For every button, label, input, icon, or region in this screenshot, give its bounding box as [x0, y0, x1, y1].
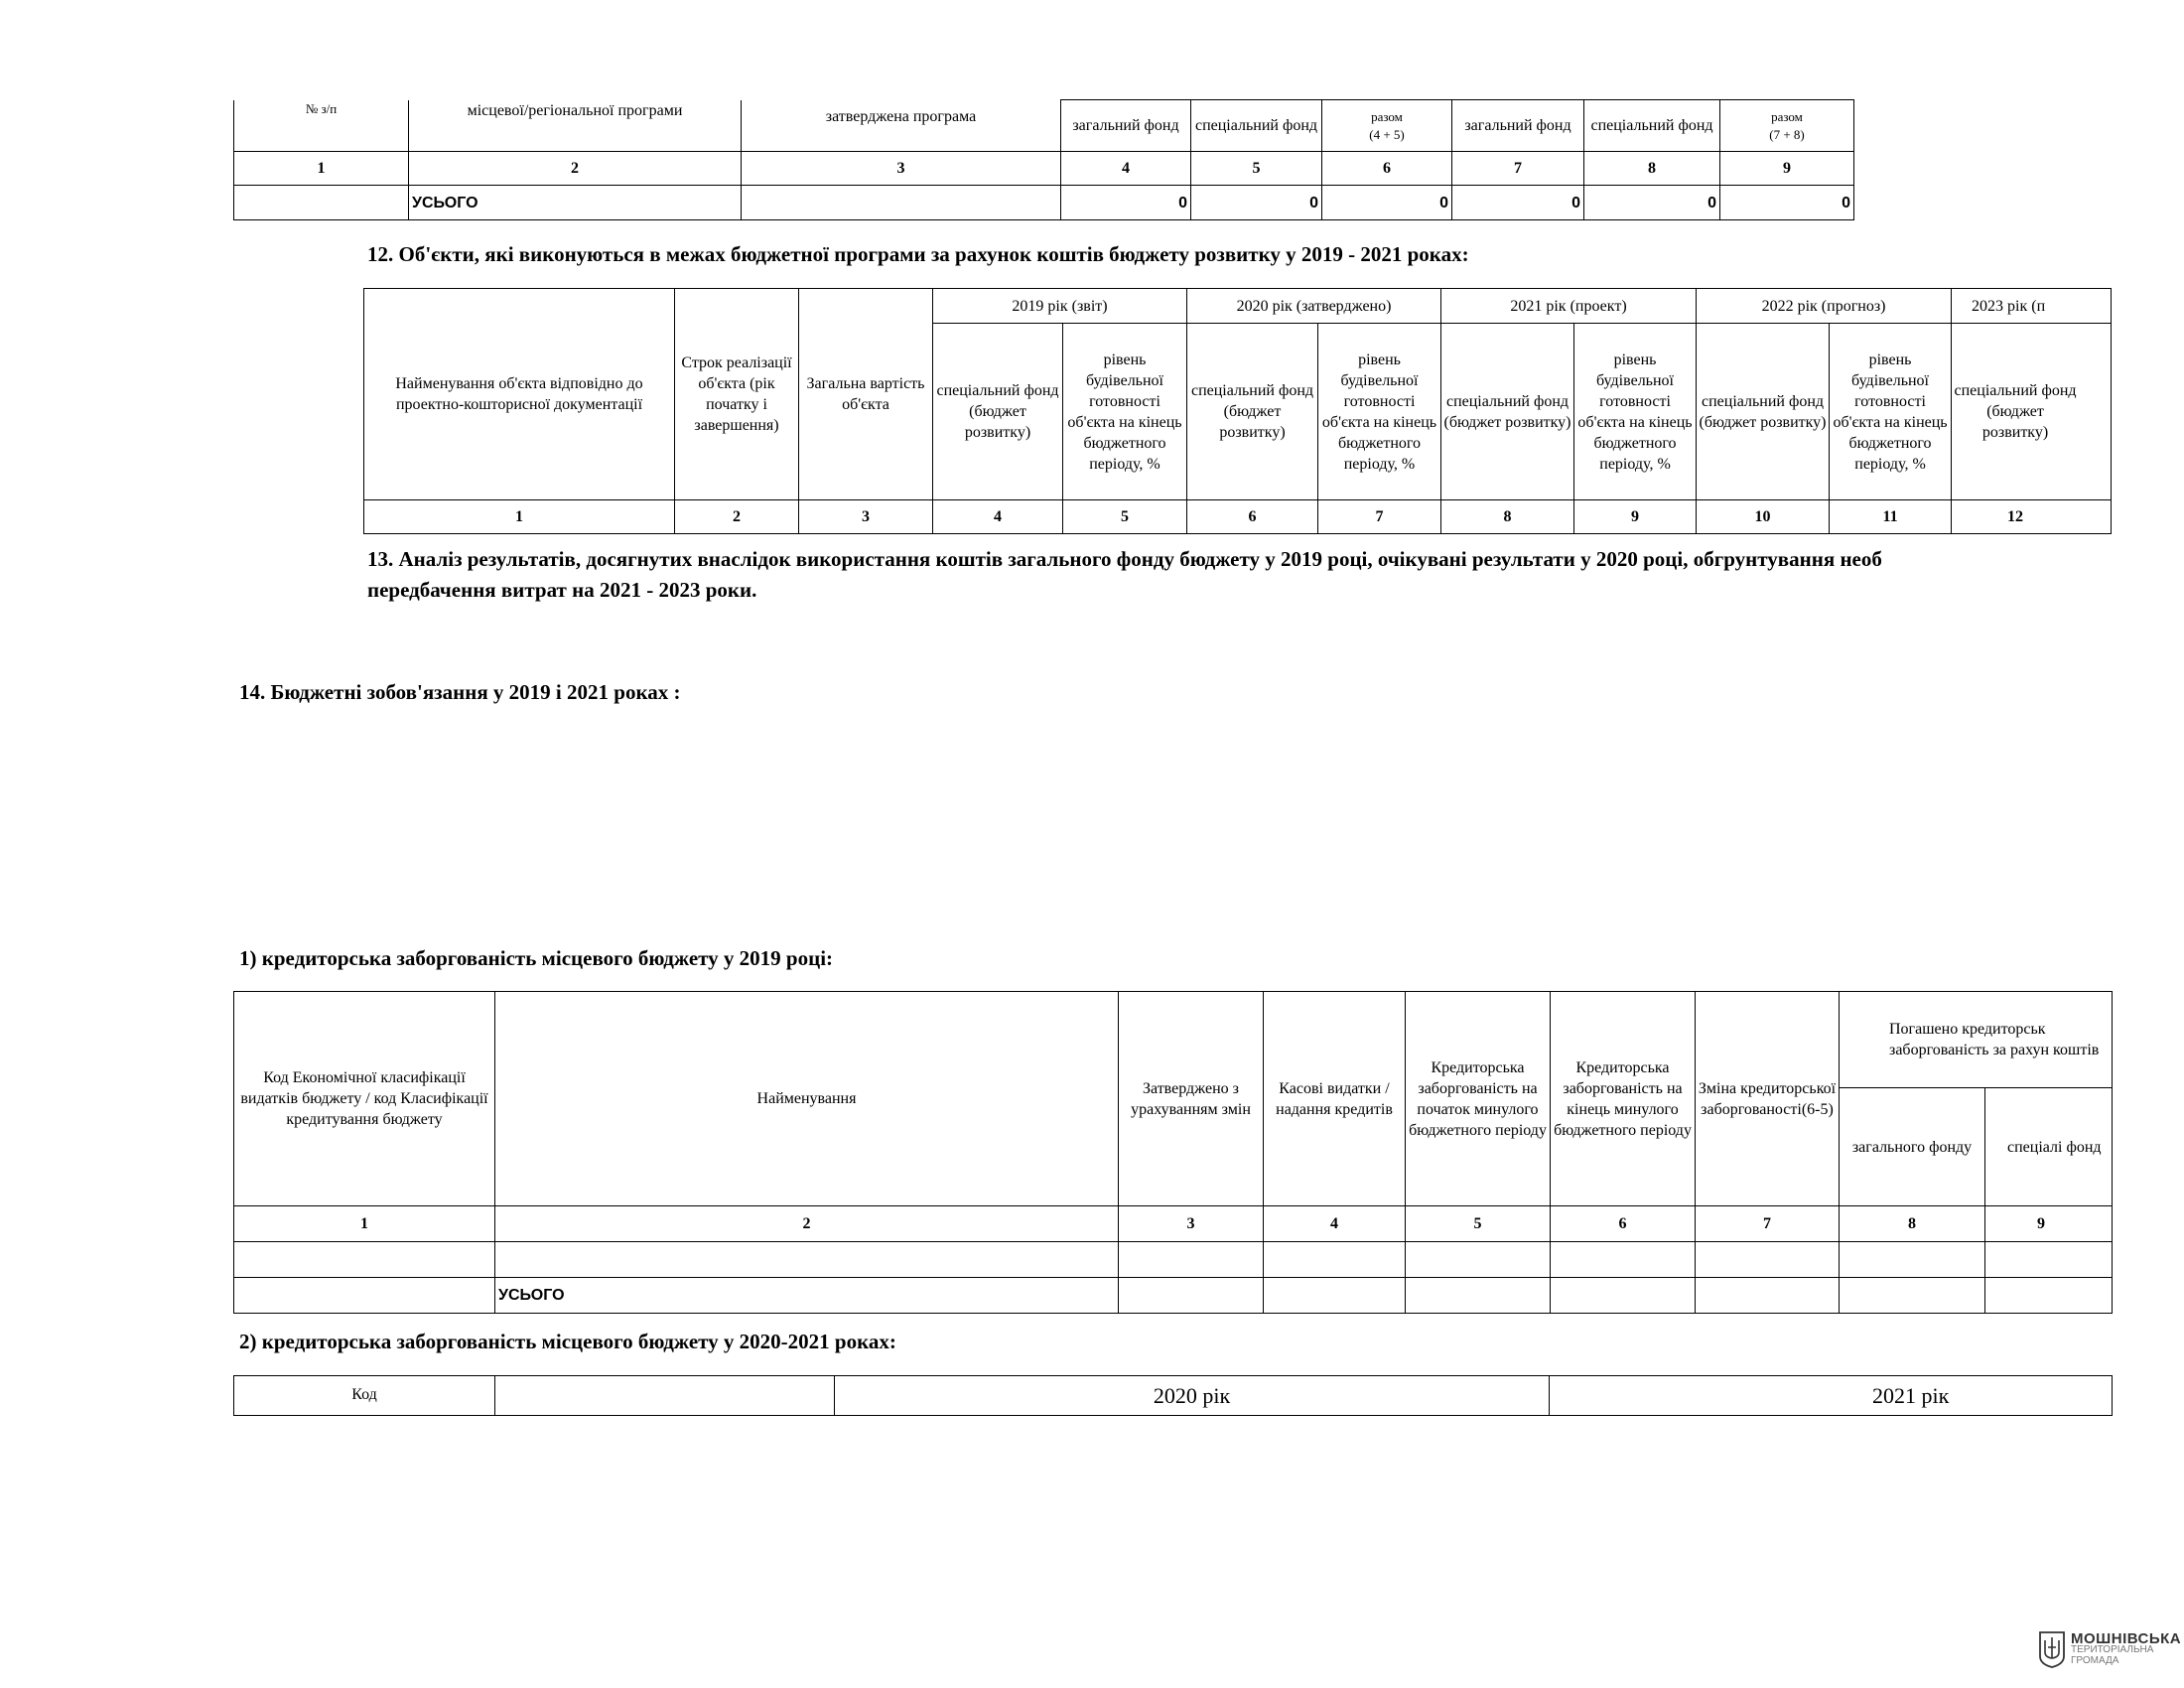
section-12-title: 12. Об'єкти, які виконуються в межах бюджетної програми за рахунок коштів бюджету розвитку у 2019 - 2021 роках:	[367, 242, 1469, 266]
sub2-title: 2) кредиторська заборгованість місцевого бюджету у 2020-2021 роках:	[239, 1330, 896, 1353]
payables-2020-2021-table	[233, 1375, 2113, 1416]
total-value: 0	[1322, 186, 1452, 220]
col-number: 1	[234, 1206, 495, 1242]
col-number: 10	[1697, 500, 1830, 534]
empty-cell	[1264, 1278, 1406, 1314]
col-number: 5	[1191, 152, 1322, 186]
col-number: 2	[495, 1206, 1119, 1242]
logo-line-3: ГРОМАДА	[2071, 1654, 2119, 1666]
col-number: 5	[1406, 1206, 1551, 1242]
sub1-colnum-row	[234, 1206, 2113, 1242]
header-total-1: разом (4 + 5)	[1322, 100, 1452, 152]
col-number: 7	[1318, 500, 1441, 534]
col-number: 4	[1061, 152, 1191, 186]
table12-colnum-row	[364, 500, 2112, 534]
header-program-name: місцевої/регіональної програми	[409, 100, 742, 152]
header-general-fund-1: загальний фонд	[1061, 100, 1191, 152]
empty-cell	[1696, 1242, 1840, 1278]
total-cell-empty	[234, 186, 409, 220]
empty-cell	[1406, 1242, 1551, 1278]
empty-cell	[1551, 1242, 1696, 1278]
logo-line-1: МОШНІВСЬКА	[2071, 1629, 2182, 1647]
col-number: 6	[1551, 1206, 1696, 1242]
header-year-2021: 2021 рік (проект)	[1441, 289, 1697, 324]
empty-cell	[495, 1242, 1119, 1278]
col-number: 3	[1119, 1206, 1264, 1242]
col-number: 1	[234, 152, 409, 186]
total-label: УСЬОГО	[495, 1278, 1119, 1314]
col-number: 8	[1584, 152, 1720, 186]
col-number: 3	[742, 152, 1061, 186]
col-number: 7	[1452, 152, 1584, 186]
header-change: Зміна кредиторської заборгованості(6-5)	[1696, 992, 1840, 1206]
empty-cell	[495, 1376, 835, 1416]
header-readiness: рівень будівельної готовності об'єкта на кінець бюджетного періоду, %	[1318, 324, 1441, 500]
table11-total-row	[234, 186, 1854, 220]
header-name: Найменування	[495, 992, 1119, 1206]
header-approved: Затверджено з урахуванням змін	[1119, 992, 1264, 1206]
header-special-fund-2: спеціальний фонд	[1584, 100, 1720, 152]
header-readiness: рівень будівельної готовності об'єкта на кінець бюджетного періоду, %	[1830, 324, 1952, 500]
col-number: 7	[1696, 1206, 1840, 1242]
header-debt-end: Кредиторська заборгованість на кінець минулого бюджетного періоду	[1551, 992, 1696, 1206]
header-code: Код Економічної класифікації видатків бюджету / код Класифікації кредитування бюджету	[234, 992, 495, 1206]
local-programs-table	[233, 99, 1854, 220]
table11-colnum-row	[234, 152, 1854, 186]
sub1-header-row-1	[234, 992, 2113, 1088]
col-number: 2	[675, 500, 799, 534]
total-label: УСЬОГО	[409, 186, 742, 220]
sub1-total-row	[234, 1278, 2113, 1314]
col-number: 2	[409, 152, 742, 186]
header-cash: Касові видатки / надання кредитів	[1264, 992, 1406, 1206]
header-general-fund-2: загальний фонд	[1452, 100, 1584, 152]
header-total-2: разом (7 + 8)	[1720, 100, 1854, 152]
total-value: 0	[1452, 186, 1584, 220]
header-spec-fund: спеціальний фонд (бюджет розвитку)	[1441, 324, 1574, 500]
empty-cell	[1264, 1242, 1406, 1278]
header-spec-fund: спеціальний фонд (бюджет розвитку)	[1187, 324, 1318, 500]
total-value: 0	[1061, 186, 1191, 220]
header-year-2022: 2022 рік (прогноз)	[1697, 289, 1952, 324]
col-number: 9	[1574, 500, 1697, 534]
header-readiness: рівень будівельної готовності об'єкта на кінець бюджетного періоду, %	[1574, 324, 1697, 500]
col-number: 9	[1720, 152, 1854, 186]
empty-cell	[1551, 1278, 1696, 1314]
col-number: 12	[1952, 500, 2112, 534]
header-code: Код	[234, 1376, 495, 1416]
empty-cell	[234, 1278, 495, 1314]
header-year-2023: 2023 рік (п	[1952, 289, 2112, 324]
empty-cell	[1696, 1278, 1840, 1314]
section-13-line1: 13. Аналіз результатів, досягнутих внаслідок використання коштів загального фонду бюджету у 2019 році, очікувані результати у 2020 році, обгрунтування необ	[367, 547, 1882, 571]
header-num: № з/п	[234, 100, 409, 152]
logo-line-2: ТЕРИТОРІАЛЬНА	[2071, 1643, 2154, 1655]
col-number: 1	[364, 500, 675, 534]
table11-header-row	[234, 100, 1854, 152]
header-year-2020: 2020 рік (затверджено)	[1187, 289, 1441, 324]
sub2-header-row	[234, 1376, 2113, 1416]
col-number: 3	[799, 500, 933, 534]
header-cost: Загальна вартість об'єкта	[799, 289, 933, 500]
col-number: 6	[1322, 152, 1452, 186]
header-repaid: Погашено кредиторськ заборгованість за рахун коштів	[1840, 992, 2113, 1088]
empty-cell	[234, 1242, 495, 1278]
sub1-empty-row	[234, 1242, 2113, 1278]
header-debt-start: Кредиторська заборгованість на початок минулого бюджетного періоду	[1406, 992, 1551, 1206]
empty-cell	[1840, 1278, 1985, 1314]
header-term: Строк реалізації об'єкта (рік початку і завершення)	[675, 289, 799, 500]
header-spec-fund: спеціальний фонд (бюджет розвитку)	[1952, 324, 2112, 500]
table12-year-row	[364, 289, 2112, 324]
header-spec-fund: спеціальний фонд (бюджет розвитку)	[1697, 324, 1830, 500]
logo-text	[2071, 1629, 2182, 1666]
empty-cell	[1985, 1242, 2113, 1278]
col-number: 8	[1840, 1206, 1985, 1242]
empty-cell	[1406, 1278, 1551, 1314]
empty-cell	[1985, 1278, 2113, 1314]
header-special-fund-1: спеціальний фонд	[1191, 100, 1322, 152]
header-year-2019: 2019 рік (звіт)	[933, 289, 1187, 324]
header-spec-fund: спеціальний фонд (бюджет розвитку)	[933, 324, 1063, 500]
trident-emblem-icon	[2038, 1630, 2066, 1668]
col-number: 5	[1063, 500, 1187, 534]
header-approved-by: затверджена програма	[742, 100, 1061, 152]
header-readiness: рівень будівельної готовності об'єкта на кінець бюджетного періоду, %	[1063, 324, 1187, 500]
col-number: 11	[1830, 500, 1952, 534]
header-year-2020: 2020 рік	[835, 1376, 1550, 1416]
total-value: 0	[1584, 186, 1720, 220]
empty-cell	[1840, 1242, 1985, 1278]
total-value: 0	[1191, 186, 1322, 220]
community-logo	[2038, 1630, 2181, 1668]
col-number: 6	[1187, 500, 1318, 534]
section-13-line2: передбачення витрат на 2021 - 2023 роки.	[367, 578, 757, 602]
payables-2019-table	[233, 991, 2113, 1314]
col-number: 4	[933, 500, 1063, 534]
col-number: 9	[1985, 1206, 2113, 1242]
col-number: 8	[1441, 500, 1574, 534]
header-object-name: Найменування об'єкта відповідно до проектно-кошторисної документації	[364, 289, 675, 500]
header-gen-fund: загального фонду	[1840, 1088, 1985, 1206]
total-value: 0	[1720, 186, 1854, 220]
empty-cell	[1119, 1242, 1264, 1278]
section-14-title: 14. Бюджетні зобов'язання у 2019 і 2021 роках :	[239, 680, 681, 704]
empty-cell	[1119, 1278, 1264, 1314]
sub1-title: 1) кредиторська заборгованість місцевого бюджету у 2019 році:	[239, 946, 834, 970]
header-spec-fund: спеціалі фонд	[1985, 1088, 2113, 1206]
total-cell-empty	[742, 186, 1061, 220]
col-number: 4	[1264, 1206, 1406, 1242]
header-year-2021: 2021 рік	[1550, 1376, 2113, 1416]
development-objects-table	[363, 288, 2112, 534]
